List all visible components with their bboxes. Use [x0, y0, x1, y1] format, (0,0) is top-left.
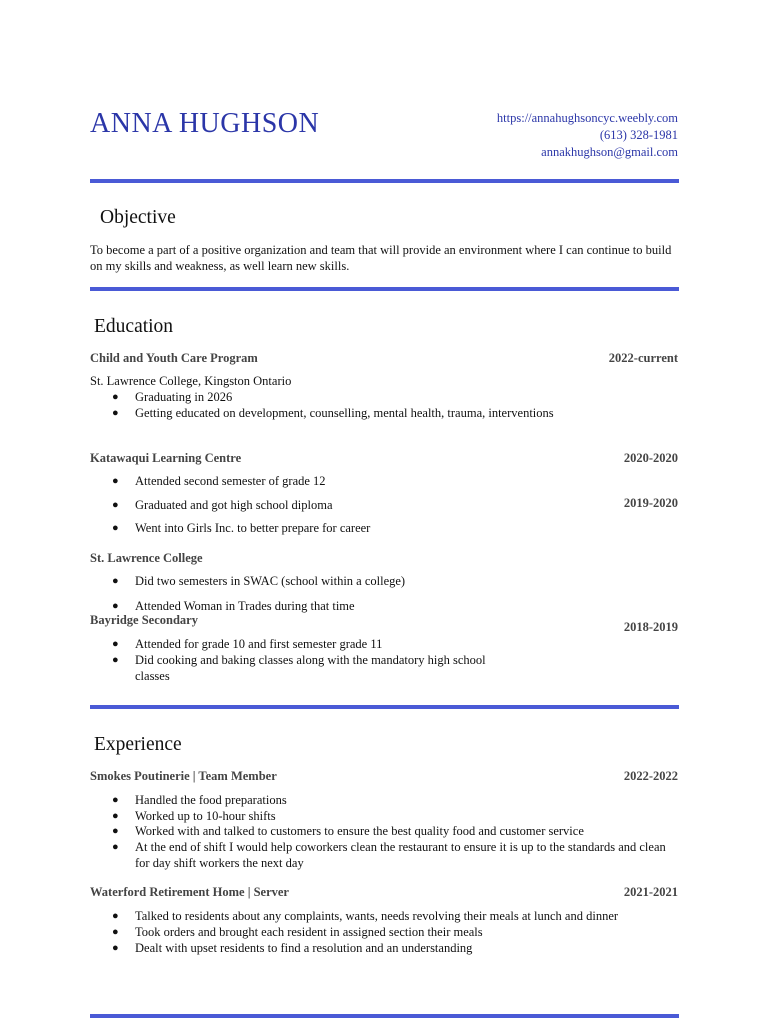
education-program: Child and Youth Care Program	[90, 351, 258, 365]
objective-text: To become a part of a positive organization and team that will provide an environment where I can continue to build on my skills and weakness, as well learn new skills.	[90, 243, 672, 273]
education-dates: 2019-2020	[623, 496, 678, 510]
job-title: Waterford Retirement Home | Server	[90, 885, 289, 899]
contact-block	[497, 110, 678, 161]
email-link[interactable]: annakhughson@gmail.com	[541, 145, 678, 159]
objective-heading: Objective	[100, 207, 176, 228]
website-link[interactable]: https://annahughsoncyc.weebly.com	[496, 111, 678, 125]
education-dates: 2022-current	[608, 351, 678, 365]
section-divider	[90, 179, 679, 183]
phone-number: (613) 328-1981	[599, 128, 678, 142]
education-school: St. Lawrence College	[90, 551, 203, 565]
education-dates: 2018-2019	[623, 620, 678, 634]
section-divider	[90, 287, 679, 291]
job-dates: 2022-2022	[623, 769, 678, 783]
section-divider	[90, 705, 679, 709]
education-dates: 2020-2020	[623, 451, 678, 465]
education-school: Bayridge Secondary	[90, 613, 198, 627]
job-dates: 2021-2021	[623, 885, 678, 899]
resume-name: ANNA HUGHSON	[90, 108, 320, 139]
experience-heading: Experience	[94, 734, 182, 755]
education-school: Katawaqui Learning Centre	[90, 451, 242, 465]
job-title: Smokes Poutinerie | Team Member	[90, 769, 277, 783]
education-heading: Education	[94, 316, 174, 337]
section-divider	[90, 1014, 679, 1018]
education-school: St. Lawrence College, Kingston Ontario	[90, 374, 292, 388]
